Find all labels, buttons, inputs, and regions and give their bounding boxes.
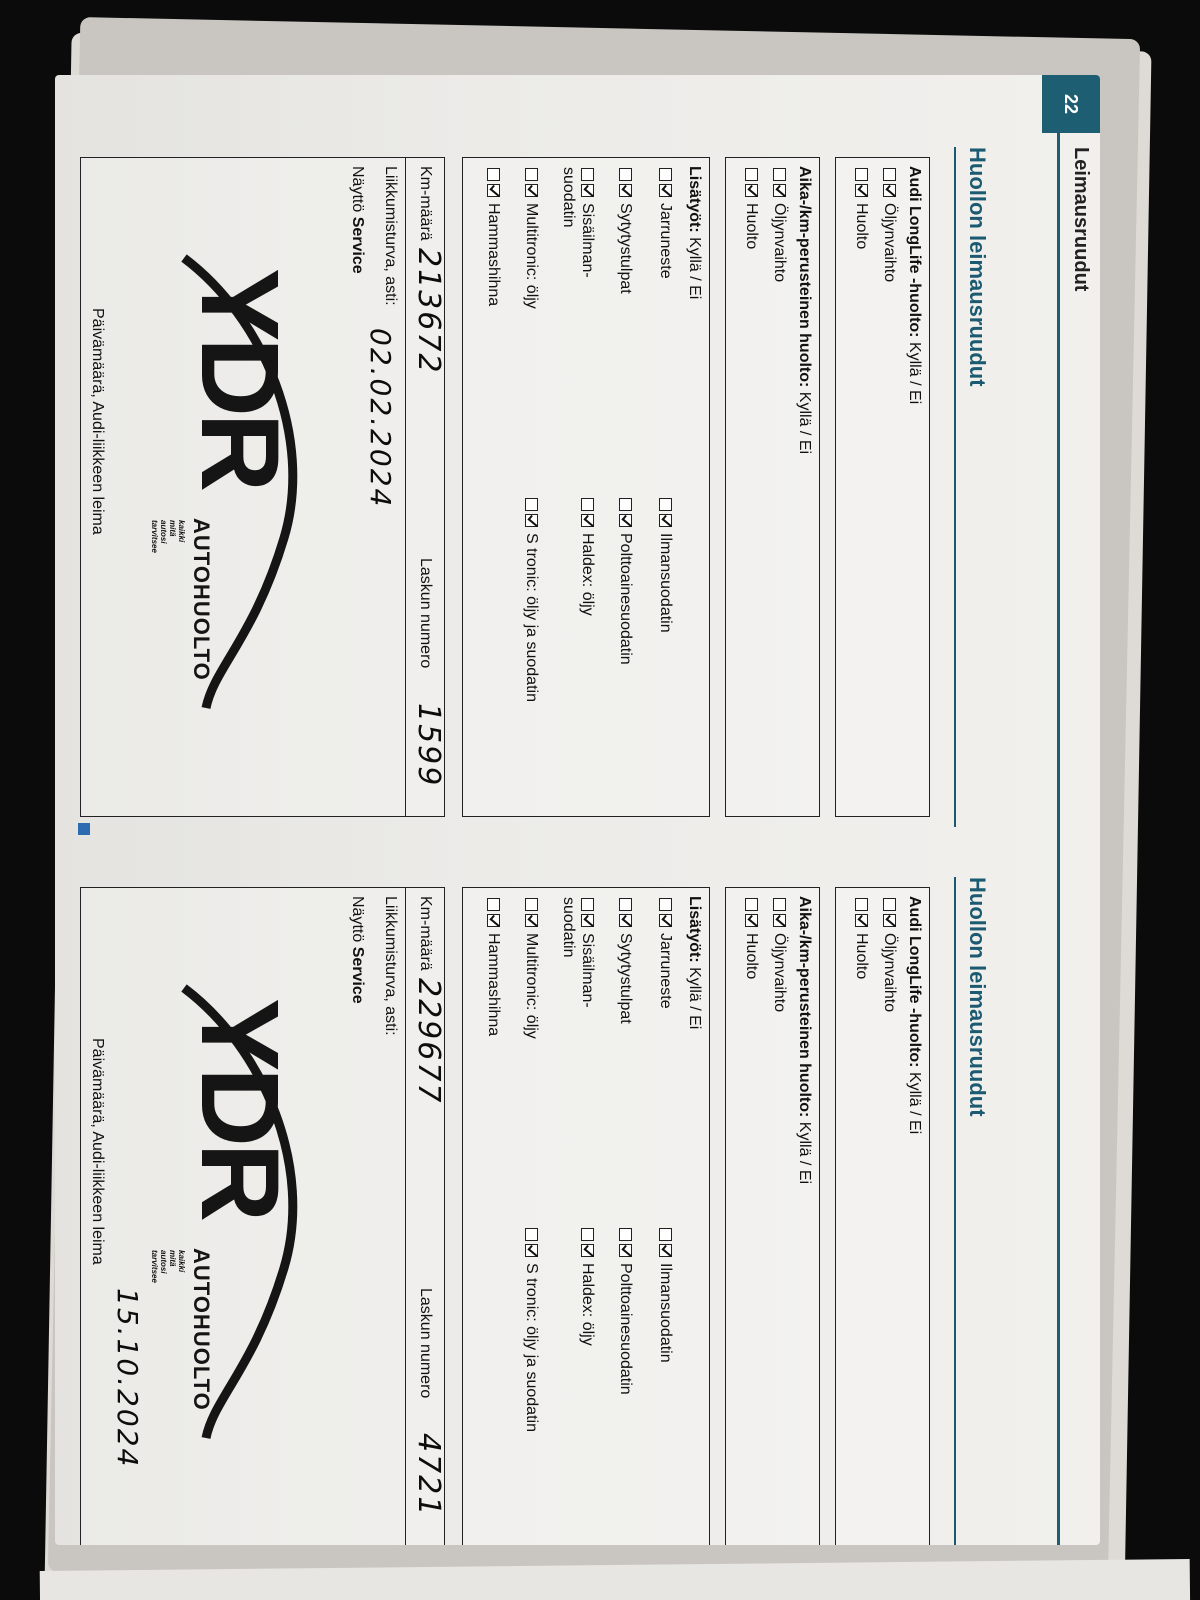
option-label-text: Öljynvaihto bbox=[771, 933, 788, 1013]
checkbox-checked-icon bbox=[619, 514, 632, 527]
longlife-heading bbox=[905, 896, 923, 1134]
checkbox-checked-icon bbox=[525, 914, 538, 927]
option-label bbox=[578, 1263, 597, 1346]
option-label-text: Hammashihna bbox=[485, 933, 502, 1037]
checkbox-icon bbox=[487, 168, 500, 181]
option-label-text: Öljynvaihto bbox=[881, 203, 898, 283]
checkbox-icon bbox=[525, 1228, 538, 1241]
display-label-text: Näyttö bbox=[349, 166, 366, 217]
checkbox-icon bbox=[659, 498, 672, 511]
time-km-oil-option[interactable] bbox=[770, 898, 789, 1012]
checkbox-icon bbox=[487, 898, 500, 911]
mobility-value: 02.02.2024 bbox=[364, 328, 397, 509]
option-label bbox=[522, 1263, 541, 1432]
option-label bbox=[656, 533, 675, 633]
option-label bbox=[880, 203, 899, 282]
invoice-value: 4721 bbox=[411, 1433, 446, 1518]
extras-heading-rest: Kyllä / Ei bbox=[686, 962, 703, 1030]
option-label bbox=[880, 933, 899, 1012]
checkbox-checked-icon bbox=[773, 184, 786, 197]
time-km-heading bbox=[795, 896, 813, 1184]
option-label-text: Huolto bbox=[853, 203, 870, 250]
option-label bbox=[484, 203, 503, 306]
checkbox-checked-icon bbox=[883, 184, 896, 197]
km-value: 229677 bbox=[411, 978, 446, 1105]
checkbox-checked-icon bbox=[659, 184, 672, 197]
option-label-text: Polttoainesuodatin bbox=[617, 1263, 634, 1395]
option-label bbox=[656, 1263, 675, 1363]
checkbox-icon bbox=[581, 898, 594, 911]
checkbox-icon bbox=[659, 898, 672, 911]
option-label bbox=[742, 933, 761, 979]
option-label-text: Ilmansuodatin bbox=[657, 1263, 674, 1363]
option-label-text: Jarruneste bbox=[657, 203, 674, 279]
time-km-box bbox=[725, 157, 820, 817]
option-label bbox=[484, 933, 503, 1036]
service-book-page bbox=[55, 75, 1100, 1545]
option-label bbox=[770, 933, 789, 1012]
checkbox-icon bbox=[581, 168, 594, 181]
option-label bbox=[522, 203, 541, 309]
checkbox-checked-icon bbox=[581, 184, 594, 197]
page-number: 22 bbox=[1042, 75, 1100, 133]
extras-box bbox=[462, 887, 710, 1545]
km-label: Km-määrä bbox=[417, 896, 434, 971]
checkbox-checked-icon bbox=[659, 1244, 672, 1257]
checkbox-checked-icon bbox=[619, 1244, 632, 1257]
extras-left-option-0[interactable] bbox=[656, 898, 675, 1009]
km-value: 213672 bbox=[411, 248, 446, 375]
extras-left-option-0[interactable] bbox=[656, 168, 675, 279]
panel-title: Huollon leimausruudut bbox=[965, 877, 990, 1117]
option-label-text-cont: suodatin bbox=[560, 897, 577, 958]
option-label-text: S tronic: öljy ja suodatin bbox=[523, 1263, 540, 1432]
option-label-text: Huolto bbox=[853, 933, 870, 980]
date-value: 15.10.2024 bbox=[111, 1288, 144, 1469]
extras-heading-rest: Kyllä / Ei bbox=[686, 232, 703, 300]
extras-right-option-3[interactable] bbox=[522, 498, 541, 702]
corner-mark bbox=[78, 823, 90, 835]
longlife-heading-rest: Kyllä / Ei bbox=[906, 1067, 923, 1135]
checkbox-icon bbox=[619, 498, 632, 511]
stamp-logo-letters: YDR bbox=[178, 998, 301, 1219]
option-label bbox=[559, 897, 597, 1008]
mobility-label: Liikkumisturva, asti: bbox=[382, 166, 399, 306]
option-label-text: S tronic: öljy ja suodatin bbox=[523, 533, 540, 702]
checkbox-checked-icon bbox=[773, 914, 786, 927]
panel-title-rule bbox=[954, 877, 956, 1545]
option-label-text: Sisäilman- bbox=[579, 203, 596, 278]
option-label-text: Sytytystulpat bbox=[617, 203, 634, 294]
longlife-oil-option[interactable] bbox=[880, 898, 899, 1012]
longlife-service-option[interactable] bbox=[852, 168, 871, 249]
checkbox-checked-icon bbox=[525, 1244, 538, 1257]
option-label-text: Multitronic: öljy bbox=[523, 933, 540, 1039]
extras-right-option-2[interactable] bbox=[578, 1228, 597, 1346]
stamp-car-swoosh-icon bbox=[174, 238, 324, 718]
option-label-text: Sytytystulpat bbox=[617, 933, 634, 1024]
option-label-text-cont: suodatin bbox=[560, 167, 577, 228]
checkbox-checked-icon bbox=[883, 914, 896, 927]
time-km-heading-rest: Kyllä / Ei bbox=[796, 1117, 813, 1185]
checkbox-icon bbox=[659, 168, 672, 181]
checkbox-icon bbox=[525, 168, 538, 181]
extras-heading-bold: Lisätyöt: bbox=[686, 896, 703, 963]
extras-right-option-0[interactable] bbox=[656, 498, 675, 633]
option-label bbox=[559, 167, 597, 278]
date-stamp-label: Päivämäärä, Audi-liikkeen leima bbox=[89, 308, 106, 535]
option-label bbox=[656, 933, 675, 1009]
stamp-logo-word: AUTOHUOLTO bbox=[189, 1248, 214, 1411]
stamp-logo-word: AUTOHUOLTO bbox=[189, 518, 214, 681]
time-km-service-option[interactable] bbox=[742, 898, 761, 979]
extras-left-option-3[interactable] bbox=[522, 168, 541, 309]
longlife-heading-rest: Kyllä / Ei bbox=[906, 337, 923, 405]
km-row bbox=[406, 158, 444, 816]
page-header bbox=[1010, 75, 1100, 1545]
checkbox-checked-icon bbox=[619, 914, 632, 927]
date-stamp-label: Päivämäärä, Audi-liikkeen leima bbox=[89, 1038, 106, 1265]
option-label bbox=[616, 533, 635, 665]
option-label-text: Sisäilman- bbox=[579, 933, 596, 1008]
extras-box bbox=[462, 157, 710, 817]
checkbox-checked-icon bbox=[855, 184, 868, 197]
option-label bbox=[770, 203, 789, 282]
extras-left-option-3[interactable] bbox=[522, 898, 541, 1039]
option-label bbox=[522, 933, 541, 1039]
option-label bbox=[616, 1263, 635, 1395]
option-label-text: Jarruneste bbox=[657, 933, 674, 1009]
dealer-stamp bbox=[150, 998, 301, 1411]
checkbox-icon bbox=[525, 498, 538, 511]
option-label-text: Huolto bbox=[743, 203, 760, 250]
longlife-heading-bold: Audi LongLife -huolto: bbox=[906, 166, 923, 338]
option-label-text: Huolto bbox=[743, 933, 760, 980]
option-label bbox=[742, 203, 761, 249]
option-label bbox=[616, 933, 635, 1024]
longlife-box bbox=[835, 887, 930, 1545]
option-label bbox=[852, 933, 871, 979]
checkbox-icon bbox=[659, 1228, 672, 1241]
display-label-text: Näyttö bbox=[349, 896, 366, 947]
checkbox-icon bbox=[883, 898, 896, 911]
checkbox-checked-icon bbox=[581, 1244, 594, 1257]
checkbox-icon bbox=[581, 498, 594, 511]
extras-right-option-1[interactable] bbox=[616, 1228, 635, 1395]
checkbox-icon bbox=[855, 168, 868, 181]
invoice-label: Laskun numero bbox=[417, 1288, 434, 1399]
longlife-box bbox=[835, 157, 930, 817]
extras-right-option-1[interactable] bbox=[616, 498, 635, 665]
invoice-label: Laskun numero bbox=[417, 558, 434, 669]
option-label bbox=[616, 203, 635, 294]
option-label bbox=[578, 533, 597, 616]
extras-left-option-1[interactable] bbox=[616, 898, 635, 1024]
km-label: Km-määrä bbox=[417, 166, 434, 241]
longlife-oil-option[interactable] bbox=[880, 168, 899, 282]
stamp-logo-letters: YDR bbox=[178, 268, 301, 489]
display-label-bold: Service bbox=[349, 216, 366, 274]
invoice-value: 1599 bbox=[411, 703, 446, 788]
option-label-text: Haldex: öljy bbox=[579, 1263, 596, 1346]
checkbox-checked-icon bbox=[745, 184, 758, 197]
extras-heading-bold: Lisätyöt: bbox=[686, 166, 703, 233]
option-label-text: Öljynvaihto bbox=[771, 203, 788, 283]
time-km-heading-bold: Aika-/km-perusteinen huolto: bbox=[796, 896, 813, 1118]
extras-left-option-4[interactable] bbox=[484, 168, 503, 306]
option-label bbox=[852, 203, 871, 249]
checkbox-checked-icon bbox=[581, 514, 594, 527]
checkbox-checked-icon bbox=[745, 914, 758, 927]
checkbox-icon bbox=[525, 898, 538, 911]
extras-right-option-2[interactable] bbox=[578, 498, 597, 616]
checkbox-checked-icon bbox=[525, 184, 538, 197]
extras-left-option-2[interactable] bbox=[559, 898, 597, 1008]
option-label-text: Multitronic: öljy bbox=[523, 203, 540, 309]
longlife-heading-bold: Audi LongLife -huolto: bbox=[906, 896, 923, 1068]
mobility-row bbox=[372, 888, 406, 1545]
stamp-logo-tagline: kaikki mitä autosi tarvitsee bbox=[150, 520, 186, 553]
section-title: Leimausruudut bbox=[1070, 147, 1092, 292]
extras-heading bbox=[685, 896, 703, 1029]
header-rule bbox=[1057, 133, 1060, 1545]
checkbox-icon bbox=[773, 168, 786, 181]
time-km-box bbox=[725, 887, 820, 1545]
extras-heading bbox=[685, 166, 703, 299]
display-label bbox=[348, 896, 366, 1004]
option-label-text: Haldex: öljy bbox=[579, 533, 596, 616]
extras-right-option-3[interactable] bbox=[522, 1228, 541, 1432]
mobility-label: Liikkumisturva, asti: bbox=[382, 896, 399, 1036]
checkbox-icon bbox=[745, 168, 758, 181]
panel-title-rule bbox=[954, 147, 956, 827]
extras-left-option-2[interactable] bbox=[559, 168, 597, 278]
time-km-oil-option[interactable] bbox=[770, 168, 789, 282]
dealer-stamp bbox=[150, 268, 301, 681]
stamp-logo-tagline: kaikki mitä autosi tarvitsee bbox=[150, 1250, 186, 1283]
option-label-text: Polttoainesuodatin bbox=[617, 533, 634, 665]
mobility-row bbox=[364, 158, 406, 816]
option-label-text: Öljynvaihto bbox=[881, 933, 898, 1013]
stamp-box bbox=[80, 157, 445, 817]
time-km-heading bbox=[795, 166, 813, 454]
extras-right-option-0[interactable] bbox=[656, 1228, 675, 1363]
time-km-service-option[interactable] bbox=[742, 168, 761, 249]
checkbox-checked-icon bbox=[525, 514, 538, 527]
checkbox-checked-icon bbox=[487, 914, 500, 927]
display-label-bold: Service bbox=[349, 946, 366, 1004]
checkbox-icon bbox=[855, 898, 868, 911]
km-row bbox=[406, 888, 444, 1545]
time-km-heading-bold: Aika-/km-perusteinen huolto: bbox=[796, 166, 813, 388]
checkbox-checked-icon bbox=[581, 914, 594, 927]
extras-left-option-1[interactable] bbox=[616, 168, 635, 294]
option-label-text: Hammashihna bbox=[485, 203, 502, 307]
checkbox-checked-icon bbox=[659, 914, 672, 927]
display-label bbox=[348, 166, 366, 274]
checkbox-checked-icon bbox=[619, 184, 632, 197]
checkbox-icon bbox=[619, 168, 632, 181]
checkbox-icon bbox=[883, 168, 896, 181]
stamp-box bbox=[80, 887, 445, 1545]
option-label bbox=[522, 533, 541, 702]
stamp-car-swoosh-icon bbox=[174, 968, 324, 1448]
checkbox-checked-icon bbox=[855, 914, 868, 927]
option-label bbox=[656, 203, 675, 279]
option-label-text: Ilmansuodatin bbox=[657, 533, 674, 633]
stamp-panel-left bbox=[70, 137, 990, 837]
longlife-heading bbox=[905, 166, 923, 404]
checkbox-icon bbox=[745, 898, 758, 911]
checkbox-checked-icon bbox=[487, 184, 500, 197]
checkbox-checked-icon bbox=[659, 514, 672, 527]
checkbox-icon bbox=[581, 1228, 594, 1241]
panel-title: Huollon leimausruudut bbox=[965, 147, 990, 387]
longlife-service-option[interactable] bbox=[852, 898, 871, 979]
checkbox-icon bbox=[619, 898, 632, 911]
checkbox-icon bbox=[619, 1228, 632, 1241]
extras-left-option-4[interactable] bbox=[484, 898, 503, 1036]
checkbox-icon bbox=[773, 898, 786, 911]
stamp-panel-right bbox=[70, 867, 990, 1545]
time-km-heading-rest: Kyllä / Ei bbox=[796, 387, 813, 455]
